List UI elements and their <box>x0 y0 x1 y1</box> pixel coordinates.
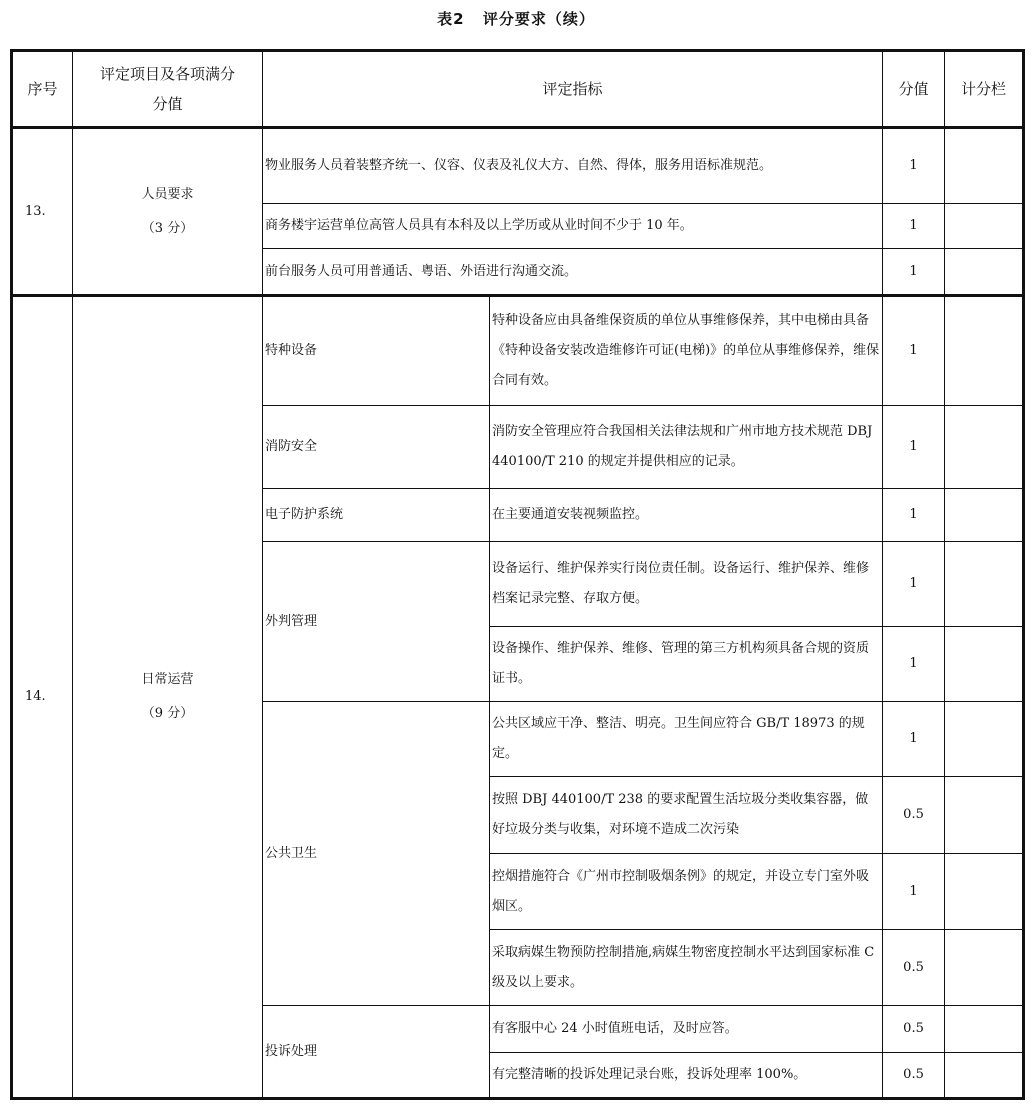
score-value: 1 <box>883 854 945 930</box>
table-title <box>0 8 1032 29</box>
score-value: 1 <box>883 542 945 627</box>
table-caption: 评分要求（续） <box>482 10 595 28</box>
indicator-text: 消防安全管理应符合我国相关法律法规和广州市地方技术规范 DBJ 440100/T 210 的规定并提供相应的记录。 <box>490 406 883 489</box>
table-row <box>12 296 1024 406</box>
score-value: 1 <box>883 296 945 406</box>
section-category <box>73 296 263 1099</box>
tally-cell[interactable] <box>945 1053 1024 1099</box>
tally-cell[interactable] <box>945 702 1024 777</box>
indicator-text: 特种设备应由具备维保资质的单位从事维修保养，其中电梯由具备《特种设备安装改造维修许可证(电梯)》的单位从事维修保养，维保合同有效。 <box>490 296 883 406</box>
score-value: 0.5 <box>883 777 945 854</box>
table-number: 表2 <box>437 10 465 28</box>
tally-cell[interactable] <box>945 249 1024 296</box>
header-indicator: 评定指标 <box>263 51 883 128</box>
tally-cell[interactable] <box>945 542 1024 627</box>
score-value: 1 <box>883 702 945 777</box>
score-value: 1 <box>883 489 945 542</box>
score-value: 1 <box>883 128 945 204</box>
sub-item: 特种设备 <box>263 296 490 406</box>
tally-cell[interactable] <box>945 777 1024 854</box>
header-tally: 计分栏 <box>945 51 1024 128</box>
section-points: （3 分） <box>141 220 194 236</box>
score-value: 1 <box>883 406 945 489</box>
header-seq: 序号 <box>12 51 73 128</box>
indicator-text: 设备运行、维护保养实行岗位责任制。设备运行、维护保养、维修档案记录完整、存取方便。 <box>490 542 883 627</box>
indicator-text: 物业服务人员着装整齐统一、仪容、仪表及礼仪大方、自然、得体，服务用语标准规范。 <box>263 128 883 204</box>
header-row <box>12 51 1024 128</box>
score-value: 1 <box>883 249 945 296</box>
sub-item: 消防安全 <box>263 406 490 489</box>
tally-cell[interactable] <box>945 128 1024 204</box>
header-item-line1: 评定项目及各项满分 <box>99 65 235 83</box>
tally-cell[interactable] <box>945 854 1024 930</box>
sub-item: 电子防护系统 <box>263 489 490 542</box>
indicator-text: 按照 DBJ 440100/T 238 的要求配置生活垃圾分类收集容器，做好垃圾分类与收集，对环境不造成二次污染 <box>490 777 883 854</box>
score-value: 0.5 <box>883 930 945 1006</box>
tally-cell[interactable] <box>945 204 1024 249</box>
score-value: 1 <box>883 627 945 702</box>
tally-cell[interactable] <box>945 1006 1024 1053</box>
section-seq: 14. <box>12 296 73 1099</box>
section-seq: 13. <box>12 128 73 296</box>
indicator-text: 控烟措施符合《广州市控制吸烟条例》的规定，并设立专门室外吸烟区。 <box>490 854 883 930</box>
section-name: 日常运营 <box>141 672 194 687</box>
tally-cell[interactable] <box>945 296 1024 406</box>
indicator-text: 在主要通道安装视频监控。 <box>490 489 883 542</box>
table-row <box>12 128 1024 204</box>
header-score: 分值 <box>883 51 945 128</box>
section-points: （9 分） <box>141 706 194 721</box>
indicator-text: 公共区域应干净、整洁、明亮。卫生间应符合 GB/T 18973 的规定。 <box>490 702 883 777</box>
header-item-line2: 分值 <box>152 95 183 113</box>
indicator-text: 有完整清晰的投诉处理记录台账，投诉处理率 100%。 <box>490 1053 883 1099</box>
header-item <box>73 51 263 128</box>
sub-item: 公共卫生 <box>263 702 490 1006</box>
tally-cell[interactable] <box>945 406 1024 489</box>
score-value: 0.5 <box>883 1006 945 1053</box>
indicator-text: 设备操作、维护保养、维修、管理的第三方机构须具备合规的资质证书。 <box>490 627 883 702</box>
score-value: 1 <box>883 204 945 249</box>
section-category <box>73 128 263 296</box>
indicator-text: 商务楼宇运营单位高管人员具有本科及以上学历或从业时间不少于 10 年。 <box>263 204 883 249</box>
indicator-text: 前台服务人员可用普通话、粤语、外语进行沟通交流。 <box>263 249 883 296</box>
indicator-text: 有客服中心 24 小时值班电话，及时应答。 <box>490 1006 883 1053</box>
indicator-text: 采取病媒生物预防控制措施,病媒生物密度控制水平达到国家标准 C 级及以上要求。 <box>490 930 883 1006</box>
tally-cell[interactable] <box>945 627 1024 702</box>
tally-cell[interactable] <box>945 489 1024 542</box>
sub-item: 外判管理 <box>263 542 490 702</box>
scoring-table <box>10 49 1025 1100</box>
section-name: 人员要求 <box>141 186 194 202</box>
tally-cell[interactable] <box>945 930 1024 1006</box>
score-value: 0.5 <box>883 1053 945 1099</box>
sub-item: 投诉处理 <box>263 1006 490 1099</box>
